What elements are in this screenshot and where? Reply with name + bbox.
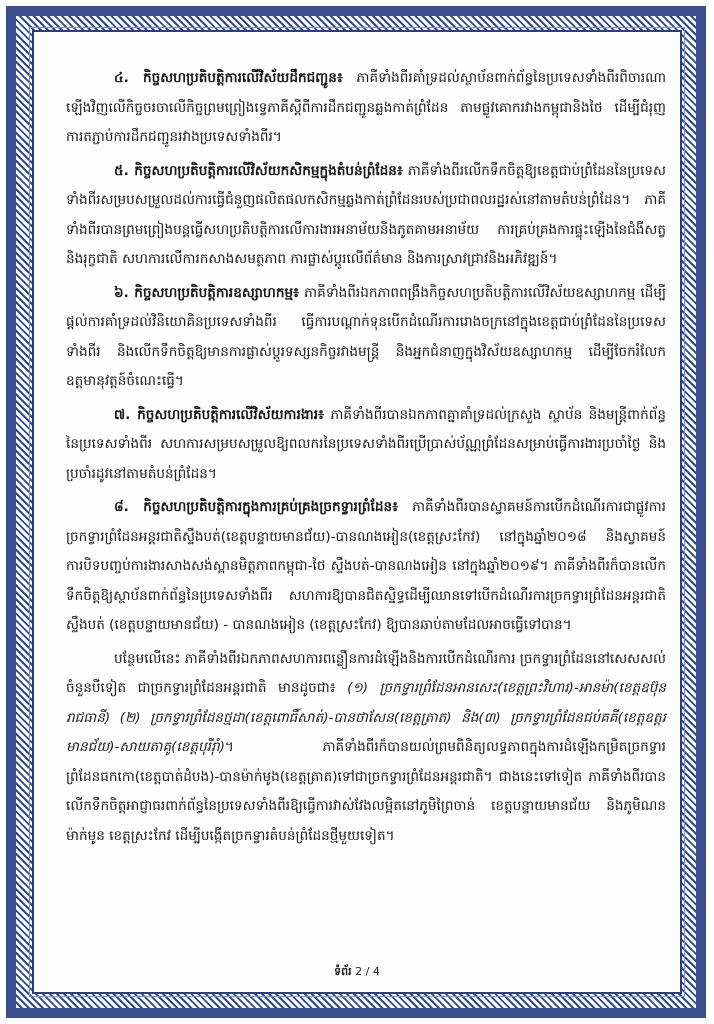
page-number: [0, 965, 714, 981]
gate-list: (១) ច្រកទ្វារព្រំដែនអានសេះ(ខេត្តព្រះវិហារ)-អានម៉ា(ខេត្តឧប៊ុនរាជធានី) (២) ច្រកទ្វារព្រំដែនថ្មដា(ខេត្តពោធិ៍សាត់)-បានថាសែន(ខេត្តត្រាត) និង(៣) ច្រកទ្វារព្រំដែនជប់គគី(ខេត្តឧត្តរមានជ័យ)-សាយតាគូ(ខេត្តបុរីរ៉ាំ): [66, 680, 667, 755]
paragraph-industry: [66, 279, 666, 397]
paragraph-text: ភាគីទាំងពីរបានឯកភាពគ្នាគាំទ្រដល់ក្រសួង ស្ថាប័ន និងមន្ត្រីពាក់ព័ន្ធនៃប្រទេសទាំងពីរ សហការសម្របសម្រួលឱ្យពលករនៃប្រទេសទាំងពីរប្រើប្រាស់ប័ណ្ណព្រំដែនសម្រាប់ធ្វើការងារប្រចាំថ្ងៃ និងប្រចាំរដូវនៅតាមតំបន់ព្រំដែន។: [66, 406, 667, 482]
paragraph-border-gates: [66, 493, 666, 641]
paragraph-heading: ៥. កិច្ចសហប្រតិបត្តិការលើវិស័យកសិកម្មក្នុងតំបន់ព្រំដែន៖: [114, 162, 403, 179]
page-count: 2 / 4: [355, 965, 380, 978]
paragraph-text: ភាគីទាំងពីរឯកភាពពង្រឹងកិច្ចសហប្រតិបត្តិការលើវិស័យឧស្សាហកម្ម ដើម្បីផ្តល់ការគាំទ្រដល់វិនិយោគិនប្រទេសទាំងពីរ ធ្វើការបណ្តាក់ទុនបើកដំណើរការរោងចក្រនៅក្នុងខេត្តជាប់ព្រំដែននៃប្រទេសទាំងពីរ និងលើកទឹកចិត្តឱ្យមានការផ្លាស់ប្តូរទស្សនកិច្ចរវាងមន្ត្រី និងអ្នកជំនាញក្នុងវិស័យឧស្សាហកម្ម ដើម្បីចែករំលែកឧត្តមានុវត្តន៍ចំណេះធ្វើ។: [66, 284, 666, 389]
paragraph-transport: [66, 64, 666, 153]
paragraph-text: ភាគីទាំងពីរលើកទឹកចិត្តឱ្យខេត្តជាប់ព្រំដែននៃប្រទេសទាំងពីរសម្របសម្រួលដល់ការធ្វើជំនួញផលិតផលកសិកម្មឆ្លងកាត់ព្រំដែនរបស់ប្រជាពលរដ្ឋរស់នៅតាមតំបន់ព្រំដែន។ ភាគីទាំងពីរបានព្រមព្រៀងបន្តធ្វើសហប្រតិបត្តិការលើការងារអនាម័យនិងភូតគាមអនាម័យ ការគ្រប់គ្រងការផ្ទុះឡើងនៃជំងឺសត្វនិងរុក្ខជាតិ សហការលើការកសាងសមត្ថភាព ការផ្លាស់ប្តូរលើព័ត៌មាន និងការស្រាវជ្រាវនិងអភិវឌ្ឍន៍។: [66, 162, 666, 267]
paragraph-text: បន្ថែមលើនេះ ភាគីទាំងពីរឯកភាពសហការពន្លឿនការដំឡើងនិងការបើកដំណើរការ ច្រកទ្វារព្រំដែននៅសេសសល់ចំនួនបីទៀត ជាច្រកទ្វារព្រំដែនអន្តរជាតិ មានដូចជា៖: [66, 650, 666, 696]
paragraph-heading: ៤. កិច្ចសហប្រតិបត្តិការលើវិស័យដឹកជញ្ជូន៖: [114, 70, 343, 86]
paragraph-text: ។ ភាគីទាំងពីរក៏បានយល់ព្រមពិនិត្យលទ្ធភាពក្នុងការដំឡើងកម្រិតច្រកទ្វារព្រំដែនធកកោ(ខេត្តបាត់ដំបង)-បានម៉ាក់មូង(ខេត្តត្រាត)ទៅជាច្រកទ្វារព្រំដែនអន្តរជាតិ។ ជាងនេះទៅទៀត ភាគីទាំងពីរបានលើកទឹកចិត្តអាជ្ញាធរពាក់ព័ន្ធនៃប្រទេសទាំងពីរឱ្យធ្វើការវាស់វែងលម្អិតនៅភូមិព្រៃចាន់ ខេត្តបន្ទាយមានជ័យ និងភូមិណនម៉ាក់មូន ខេត្តស្រះកែវ ដើម្បីបង្កើតច្រកទ្វារតំបន់ព្រំដែនថ្មីមួយទៀត។: [66, 739, 666, 844]
paragraph-heading: ៦. កិច្ចសហប្រតិបត្តិការឧស្សាហកម្ម៖: [114, 284, 300, 301]
page-label: ទំព័រ: [334, 965, 352, 978]
paragraph-agriculture: [66, 157, 666, 275]
paragraph-text: ភាគីទាំងពីរបានស្វាគមន៍ការបើកដំណើរការជាផ្លូវការច្រកទ្វារព្រំដែនអន្តរជាតិស្ទឹងបត់(ខេត្តបន្ទាយមានជ័យ)-បានណងអៀន(ខេត្តស្រះកែវ) នៅក្នុងឆ្នាំ២០១៨ និងស្វាគមន៍ការបិទបញ្ចប់ការងារសាងសង់ស្ពានមិត្តភាពកម្ពុជា-ថៃ ស្ទឹងបត់-បានណងអៀន នៅក្នុងឆ្នាំ២០១៩។ ភាគីទាំងពីរក៏បានលើកទឹកចិត្តឱ្យស្ថាប័នពាក់ព័ន្ធនៃប្រទេសទាំងពីរ សហការឱ្យបានជិតស្និទ្ធដើម្បីឈានទៅបើកដំណើរការច្រកទ្វារព្រំដែនអន្តរជាតិស្ទឹងបត់ (ខេត្តបន្ទាយមានជ័យ) - បានណងអៀន (ខេត្តស្រះកែវ) ឱ្យបានឆាប់តាមដែលអាចធ្វើទៅបាន។: [66, 499, 666, 633]
document-body: [66, 64, 666, 855]
paragraph-additional-gates: [66, 645, 666, 852]
paragraph-heading: ៧. កិច្ចសហប្រតិបត្តិការលើវិស័យការងារ៖: [114, 406, 325, 423]
paragraph-text: ភាគីទាំងពីរគាំទ្រដល់ស្ថាប័នពាក់ព័ន្ធនៃប្រទេសទាំងពីរពិចារណាឡើងវិញលើកិច្ចចរចាលើកិច្ចព្រមព្រៀងទ្វេភាគីស្តីពីការដឹកជញ្ជូនឆ្លងកាត់ព្រំដែន តាមផ្លូវគោករវាងកម្ពុជានិងថៃ ដើម្បីជំរុញការតភ្ជាប់ការដឹកជញ្ជូនរវាងប្រទេសទាំងពីរ។: [66, 70, 666, 145]
paragraph-labour: [66, 401, 666, 490]
paragraph-heading: ៨. កិច្ចសហប្រតិបត្តិការក្នុងការគ្រប់គ្រងច្រកទ្វារព្រំដែន៖: [114, 499, 399, 515]
